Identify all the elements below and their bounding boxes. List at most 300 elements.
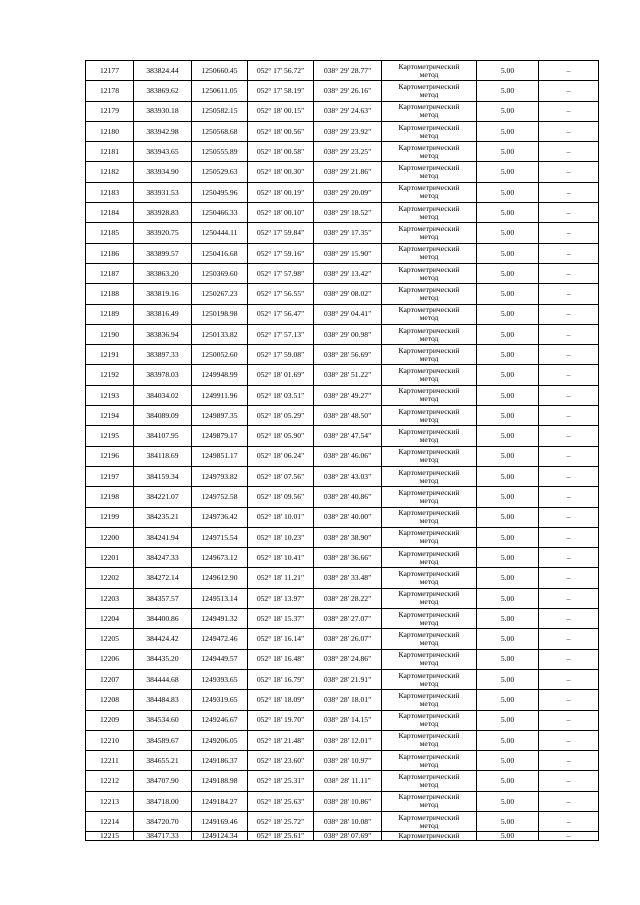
x-coordinate-cell: 384720.70 bbox=[134, 811, 192, 831]
point-number-cell: 12193 bbox=[86, 385, 134, 405]
method-cell bbox=[382, 466, 477, 486]
method-line2: метод bbox=[419, 678, 439, 688]
longitude-cell: 038° 29' 26.16" bbox=[314, 81, 382, 101]
latitude-cell: 052° 18' 11.21" bbox=[248, 568, 314, 588]
table-row bbox=[86, 162, 599, 182]
y-coordinate-cell: 1249793.82 bbox=[192, 466, 248, 486]
method-line1: Картометрический bbox=[398, 203, 460, 213]
point-number-cell: 12191 bbox=[86, 345, 134, 365]
longitude-cell: 038° 28' 07.69" bbox=[314, 832, 382, 841]
description-cell: – bbox=[539, 588, 599, 608]
method-cell bbox=[382, 568, 477, 588]
longitude-cell: 038° 28' 48.50" bbox=[314, 406, 382, 426]
method-line1: Картометрический bbox=[398, 366, 460, 376]
point-number-cell: 12205 bbox=[86, 629, 134, 649]
method-line2: метод bbox=[419, 89, 439, 99]
description-cell: – bbox=[539, 365, 599, 385]
method-line1: Картометрический bbox=[398, 284, 460, 294]
table-row bbox=[86, 507, 599, 527]
method-line2: метод bbox=[419, 536, 439, 546]
accuracy-cell: 5.00 bbox=[477, 324, 539, 344]
method-line1: Картометрический bbox=[398, 406, 460, 416]
accuracy-cell: 5.00 bbox=[477, 527, 539, 547]
method-line2: метод bbox=[419, 556, 439, 566]
table-row bbox=[86, 121, 599, 141]
description-cell: – bbox=[539, 710, 599, 730]
x-coordinate-cell: 384159.34 bbox=[134, 466, 192, 486]
y-coordinate-cell: 1249206.05 bbox=[192, 730, 248, 750]
longitude-cell: 038° 29' 21.86" bbox=[314, 162, 382, 182]
longitude-cell: 038° 28' 11.11" bbox=[314, 771, 382, 791]
x-coordinate-cell: 383920.75 bbox=[134, 223, 192, 243]
accuracy-cell: 5.00 bbox=[477, 263, 539, 283]
longitude-cell: 038° 28' 51.22" bbox=[314, 365, 382, 385]
accuracy-cell: 5.00 bbox=[477, 284, 539, 304]
table-row bbox=[86, 385, 599, 405]
description-cell: – bbox=[539, 243, 599, 263]
y-coordinate-cell: 1250267.23 bbox=[192, 284, 248, 304]
y-coordinate-cell: 1249948.99 bbox=[192, 365, 248, 385]
description-cell: – bbox=[539, 751, 599, 771]
method-line2: метод bbox=[419, 333, 439, 343]
method-cell bbox=[382, 771, 477, 791]
table-row bbox=[86, 669, 599, 689]
x-coordinate-cell: 383928.83 bbox=[134, 203, 192, 223]
y-coordinate-cell: 1250198.98 bbox=[192, 304, 248, 324]
method-cell bbox=[382, 690, 477, 710]
longitude-cell: 038° 28' 12.01" bbox=[314, 730, 382, 750]
longitude-cell: 038° 29' 15.90" bbox=[314, 243, 382, 263]
y-coordinate-cell: 1249612.90 bbox=[192, 568, 248, 588]
y-coordinate-cell: 1249879.17 bbox=[192, 426, 248, 446]
accuracy-cell: 5.00 bbox=[477, 406, 539, 426]
table-row bbox=[86, 832, 599, 841]
method-line1: Картометрический bbox=[398, 589, 460, 599]
longitude-cell: 038° 28' 43.03" bbox=[314, 466, 382, 486]
point-number-cell: 12195 bbox=[86, 426, 134, 446]
accuracy-cell: 5.00 bbox=[477, 751, 539, 771]
y-coordinate-cell: 1249186.37 bbox=[192, 751, 248, 771]
description-cell: – bbox=[539, 811, 599, 831]
description-cell: – bbox=[539, 426, 599, 446]
latitude-cell: 052° 18' 21.48" bbox=[248, 730, 314, 750]
method-cell bbox=[382, 507, 477, 527]
point-number-cell: 12181 bbox=[86, 142, 134, 162]
method-cell bbox=[382, 588, 477, 608]
longitude-cell: 038° 28' 33.48" bbox=[314, 568, 382, 588]
y-coordinate-cell: 1250466.33 bbox=[192, 203, 248, 223]
y-coordinate-cell: 1249246.67 bbox=[192, 710, 248, 730]
method-cell bbox=[382, 203, 477, 223]
method-line1: Картометрический bbox=[398, 345, 460, 355]
method-line2: метод bbox=[419, 150, 439, 160]
method-cell bbox=[382, 101, 477, 121]
latitude-cell: 052° 18' 07.56" bbox=[248, 466, 314, 486]
description-cell: – bbox=[539, 466, 599, 486]
x-coordinate-cell: 383836.94 bbox=[134, 324, 192, 344]
description-cell: – bbox=[539, 223, 599, 243]
accuracy-cell: 5.00 bbox=[477, 365, 539, 385]
point-number-cell: 12183 bbox=[86, 182, 134, 202]
latitude-cell: 052° 18' 23.60" bbox=[248, 751, 314, 771]
longitude-cell: 038° 29' 23.92" bbox=[314, 121, 382, 141]
longitude-cell: 038° 28' 49.27" bbox=[314, 385, 382, 405]
description-cell: – bbox=[539, 284, 599, 304]
accuracy-cell: 5.00 bbox=[477, 629, 539, 649]
method-cell bbox=[382, 263, 477, 283]
description-cell: – bbox=[539, 690, 599, 710]
method-line2: метод bbox=[419, 313, 439, 323]
point-number-cell: 12206 bbox=[86, 649, 134, 669]
longitude-cell: 038° 28' 28.22" bbox=[314, 588, 382, 608]
longitude-cell: 038° 28' 36.66" bbox=[314, 548, 382, 568]
point-number-cell: 12182 bbox=[86, 162, 134, 182]
table-row bbox=[86, 406, 599, 426]
description-cell: – bbox=[539, 142, 599, 162]
accuracy-cell: 5.00 bbox=[477, 304, 539, 324]
longitude-cell: 038° 28' 46.06" bbox=[314, 446, 382, 466]
description-cell: – bbox=[539, 304, 599, 324]
method-cell bbox=[382, 284, 477, 304]
method-line1: Картометрический bbox=[398, 122, 460, 132]
description-cell: – bbox=[539, 771, 599, 791]
y-coordinate-cell: 1250133.82 bbox=[192, 324, 248, 344]
method-cell bbox=[382, 81, 477, 101]
longitude-cell: 038° 28' 24.86" bbox=[314, 649, 382, 669]
x-coordinate-cell: 383899.57 bbox=[134, 243, 192, 263]
y-coordinate-cell: 1250495.96 bbox=[192, 182, 248, 202]
latitude-cell: 052° 18' 13.97" bbox=[248, 588, 314, 608]
method-cell bbox=[382, 406, 477, 426]
table-row bbox=[86, 365, 599, 385]
longitude-cell: 038° 29' 08.02" bbox=[314, 284, 382, 304]
longitude-cell: 038° 28' 38.90" bbox=[314, 527, 382, 547]
latitude-cell: 052° 18' 09.56" bbox=[248, 487, 314, 507]
point-number-cell: 12185 bbox=[86, 223, 134, 243]
accuracy-cell: 5.00 bbox=[477, 690, 539, 710]
method-line2: метод bbox=[419, 414, 439, 424]
x-coordinate-cell: 383819.16 bbox=[134, 284, 192, 304]
longitude-cell: 038° 29' 18.52" bbox=[314, 203, 382, 223]
table-row bbox=[86, 730, 599, 750]
point-number-cell: 12186 bbox=[86, 243, 134, 263]
point-number-cell: 12202 bbox=[86, 568, 134, 588]
point-number-cell: 12177 bbox=[86, 61, 134, 81]
method-cell bbox=[382, 832, 477, 841]
method-cell bbox=[382, 629, 477, 649]
y-coordinate-cell: 1250444.11 bbox=[192, 223, 248, 243]
accuracy-cell: 5.00 bbox=[477, 791, 539, 811]
method-cell bbox=[382, 446, 477, 466]
y-coordinate-cell: 1250529.63 bbox=[192, 162, 248, 182]
table-row bbox=[86, 304, 599, 324]
description-cell: – bbox=[539, 263, 599, 283]
latitude-cell: 052° 18' 25.61" bbox=[248, 832, 314, 841]
latitude-cell: 052° 18' 15.37" bbox=[248, 609, 314, 629]
point-number-cell: 12212 bbox=[86, 771, 134, 791]
table-row bbox=[86, 771, 599, 791]
latitude-cell: 052° 18' 03.51" bbox=[248, 385, 314, 405]
description-cell: – bbox=[539, 81, 599, 101]
method-line2: метод bbox=[419, 597, 439, 607]
method-line1: Картометрический bbox=[398, 467, 460, 477]
y-coordinate-cell: 1249911.96 bbox=[192, 385, 248, 405]
point-number-cell: 12178 bbox=[86, 81, 134, 101]
accuracy-cell: 5.00 bbox=[477, 730, 539, 750]
longitude-cell: 038° 29' 24.63" bbox=[314, 101, 382, 121]
accuracy-cell: 5.00 bbox=[477, 182, 539, 202]
method-line1: Картометрический bbox=[398, 690, 460, 700]
longitude-cell: 038° 28' 18.01" bbox=[314, 690, 382, 710]
description-cell: – bbox=[539, 324, 599, 344]
longitude-cell: 038° 28' 56.69" bbox=[314, 345, 382, 365]
longitude-cell: 038° 28' 40.86" bbox=[314, 487, 382, 507]
method-cell bbox=[382, 609, 477, 629]
method-line1: Картометрический bbox=[398, 386, 460, 396]
method-line2: метод bbox=[419, 110, 439, 120]
accuracy-cell: 5.00 bbox=[477, 121, 539, 141]
accuracy-cell: 5.00 bbox=[477, 446, 539, 466]
longitude-cell: 038° 28' 14.15" bbox=[314, 710, 382, 730]
description-cell: – bbox=[539, 182, 599, 202]
accuracy-cell: 5.00 bbox=[477, 568, 539, 588]
y-coordinate-cell: 1249449.57 bbox=[192, 649, 248, 669]
method-line1: Картометрический bbox=[398, 731, 460, 741]
method-cell bbox=[382, 223, 477, 243]
point-number-cell: 12197 bbox=[86, 466, 134, 486]
x-coordinate-cell: 384400.86 bbox=[134, 609, 192, 629]
y-coordinate-cell: 1249491.32 bbox=[192, 609, 248, 629]
x-coordinate-cell: 384484.83 bbox=[134, 690, 192, 710]
x-coordinate-cell: 383869.62 bbox=[134, 81, 192, 101]
method-line1: Картометрический bbox=[398, 305, 460, 315]
y-coordinate-cell: 1249188.98 bbox=[192, 771, 248, 791]
method-line1: Картометрический bbox=[398, 772, 460, 782]
method-line1: Картометрический bbox=[398, 142, 460, 152]
coordinates-table bbox=[85, 60, 599, 841]
description-cell: – bbox=[539, 649, 599, 669]
accuracy-cell: 5.00 bbox=[477, 811, 539, 831]
description-cell: – bbox=[539, 406, 599, 426]
method-cell bbox=[382, 304, 477, 324]
table-row bbox=[86, 791, 599, 811]
accuracy-cell: 5.00 bbox=[477, 487, 539, 507]
x-coordinate-cell: 384118.69 bbox=[134, 446, 192, 466]
y-coordinate-cell: 1249319.65 bbox=[192, 690, 248, 710]
x-coordinate-cell: 384107.95 bbox=[134, 426, 192, 446]
table-row bbox=[86, 487, 599, 507]
longitude-cell: 038° 28' 10.86" bbox=[314, 791, 382, 811]
description-cell: – bbox=[539, 101, 599, 121]
method-line2: метод bbox=[419, 69, 439, 79]
description-cell: – bbox=[539, 487, 599, 507]
x-coordinate-cell: 384089.09 bbox=[134, 406, 192, 426]
latitude-cell: 052° 18' 19.70" bbox=[248, 710, 314, 730]
method-line2: метод bbox=[419, 455, 439, 465]
y-coordinate-cell: 1249472.46 bbox=[192, 629, 248, 649]
method-line2: метод bbox=[419, 272, 439, 282]
description-cell: – bbox=[539, 629, 599, 649]
latitude-cell: 052° 18' 16.79" bbox=[248, 669, 314, 689]
method-line2: метод bbox=[419, 394, 439, 404]
method-line1: Картометрический bbox=[398, 629, 460, 639]
method-line2: метод bbox=[419, 658, 439, 668]
x-coordinate-cell: 384655.21 bbox=[134, 751, 192, 771]
method-line2: метод bbox=[419, 637, 439, 647]
point-number-cell: 12192 bbox=[86, 365, 134, 385]
point-number-cell: 12207 bbox=[86, 669, 134, 689]
accuracy-cell: 5.00 bbox=[477, 243, 539, 263]
method-line1: Картометрический bbox=[398, 670, 460, 680]
table-row bbox=[86, 548, 599, 568]
description-cell: – bbox=[539, 507, 599, 527]
y-coordinate-cell: 1249169.46 bbox=[192, 811, 248, 831]
method-line1: Картометрический bbox=[398, 163, 460, 173]
point-number-cell: 12203 bbox=[86, 588, 134, 608]
latitude-cell: 052° 18' 00.15" bbox=[248, 101, 314, 121]
method-line2: метод bbox=[419, 739, 439, 749]
y-coordinate-cell: 1249184.27 bbox=[192, 791, 248, 811]
table-row bbox=[86, 142, 599, 162]
latitude-cell: 052° 18' 10.41" bbox=[248, 548, 314, 568]
table-row bbox=[86, 284, 599, 304]
latitude-cell: 052° 17' 56.47" bbox=[248, 304, 314, 324]
point-number-cell: 12213 bbox=[86, 791, 134, 811]
x-coordinate-cell: 384534.60 bbox=[134, 710, 192, 730]
table-row bbox=[86, 345, 599, 365]
description-cell: – bbox=[539, 669, 599, 689]
longitude-cell: 038° 28' 21.91" bbox=[314, 669, 382, 689]
longitude-cell: 038° 29' 28.77" bbox=[314, 61, 382, 81]
longitude-cell: 038° 29' 20.09" bbox=[314, 182, 382, 202]
method-line1: Картометрический bbox=[398, 569, 460, 579]
x-coordinate-cell: 384235.21 bbox=[134, 507, 192, 527]
point-number-cell: 12198 bbox=[86, 487, 134, 507]
latitude-cell: 052° 17' 56.55" bbox=[248, 284, 314, 304]
method-cell bbox=[382, 243, 477, 263]
x-coordinate-cell: 383824.44 bbox=[134, 61, 192, 81]
x-coordinate-cell: 383943.65 bbox=[134, 142, 192, 162]
x-coordinate-cell: 383863.20 bbox=[134, 263, 192, 283]
table-row bbox=[86, 263, 599, 283]
accuracy-cell: 5.00 bbox=[477, 649, 539, 669]
table-row bbox=[86, 203, 599, 223]
method-line2: метод bbox=[419, 191, 439, 201]
x-coordinate-cell: 384444.68 bbox=[134, 669, 192, 689]
point-number-cell: 12204 bbox=[86, 609, 134, 629]
y-coordinate-cell: 1249673.12 bbox=[192, 548, 248, 568]
longitude-cell: 038° 28' 10.97" bbox=[314, 751, 382, 771]
method-cell bbox=[382, 365, 477, 385]
x-coordinate-cell: 384357.57 bbox=[134, 588, 192, 608]
method-cell bbox=[382, 487, 477, 507]
table-row bbox=[86, 446, 599, 466]
method-line1: Картометрический bbox=[398, 609, 460, 619]
point-number-cell: 12180 bbox=[86, 121, 134, 141]
table-row bbox=[86, 61, 599, 81]
accuracy-cell: 5.00 bbox=[477, 588, 539, 608]
method-line1: Картометрический bbox=[398, 487, 460, 497]
method-line2: метод bbox=[419, 698, 439, 708]
method-line2: метод bbox=[419, 292, 439, 302]
latitude-cell: 052° 18' 10.01" bbox=[248, 507, 314, 527]
method-line1: Картометрический bbox=[398, 447, 460, 457]
y-coordinate-cell: 1250660.45 bbox=[192, 61, 248, 81]
latitude-cell: 052° 18' 25.63" bbox=[248, 791, 314, 811]
method-line1: Картометрический bbox=[398, 264, 460, 274]
method-cell bbox=[382, 811, 477, 831]
y-coordinate-cell: 1250611.05 bbox=[192, 81, 248, 101]
longitude-cell: 038° 29' 13.42" bbox=[314, 263, 382, 283]
point-number-cell: 12184 bbox=[86, 203, 134, 223]
latitude-cell: 052° 17' 56.72" bbox=[248, 61, 314, 81]
accuracy-cell: 5.00 bbox=[477, 548, 539, 568]
method-cell bbox=[382, 548, 477, 568]
latitude-cell: 052° 17' 58.19" bbox=[248, 81, 314, 101]
method-cell bbox=[382, 385, 477, 405]
x-coordinate-cell: 384272.14 bbox=[134, 568, 192, 588]
latitude-cell: 052° 18' 00.56" bbox=[248, 121, 314, 141]
point-number-cell: 12188 bbox=[86, 284, 134, 304]
y-coordinate-cell: 1249736.42 bbox=[192, 507, 248, 527]
accuracy-cell: 5.00 bbox=[477, 223, 539, 243]
method-cell bbox=[382, 751, 477, 771]
description-cell: – bbox=[539, 162, 599, 182]
table-row bbox=[86, 690, 599, 710]
x-coordinate-cell: 384221.07 bbox=[134, 487, 192, 507]
latitude-cell: 052° 18' 00.58" bbox=[248, 142, 314, 162]
y-coordinate-cell: 1249513.14 bbox=[192, 588, 248, 608]
description-cell: – bbox=[539, 61, 599, 81]
x-coordinate-cell: 384247.33 bbox=[134, 548, 192, 568]
method-line1: Картометрический bbox=[398, 426, 460, 436]
y-coordinate-cell: 1249124.34 bbox=[192, 832, 248, 841]
x-coordinate-cell: 384424.42 bbox=[134, 629, 192, 649]
method-line1: Картометрический bbox=[398, 183, 460, 193]
accuracy-cell: 5.00 bbox=[477, 466, 539, 486]
method-line2: метод bbox=[419, 130, 439, 140]
method-line1: Картометрический bbox=[398, 102, 460, 112]
table-row bbox=[86, 426, 599, 446]
description-cell: – bbox=[539, 568, 599, 588]
x-coordinate-cell: 383897.33 bbox=[134, 345, 192, 365]
description-cell: – bbox=[539, 609, 599, 629]
accuracy-cell: 5.00 bbox=[477, 385, 539, 405]
method-cell bbox=[382, 669, 477, 689]
x-coordinate-cell: 383942.98 bbox=[134, 121, 192, 141]
latitude-cell: 052° 17' 59.16" bbox=[248, 243, 314, 263]
description-cell: – bbox=[539, 791, 599, 811]
method-cell bbox=[382, 710, 477, 730]
table-row bbox=[86, 649, 599, 669]
latitude-cell: 052° 17' 59.08" bbox=[248, 345, 314, 365]
y-coordinate-cell: 1249897.35 bbox=[192, 406, 248, 426]
y-coordinate-cell: 1250568.68 bbox=[192, 121, 248, 141]
point-number-cell: 12190 bbox=[86, 324, 134, 344]
method-cell bbox=[382, 142, 477, 162]
method-line1: Картометрический bbox=[398, 528, 460, 538]
latitude-cell: 052° 18' 18.09" bbox=[248, 690, 314, 710]
method-line2: метод bbox=[419, 577, 439, 587]
latitude-cell: 052° 18' 00.30" bbox=[248, 162, 314, 182]
y-coordinate-cell: 1249715.54 bbox=[192, 527, 248, 547]
method-line1: Картометрический bbox=[398, 508, 460, 518]
method-cell bbox=[382, 649, 477, 669]
latitude-cell: 052° 17' 57.98" bbox=[248, 263, 314, 283]
method-line1: Картометрический bbox=[398, 831, 460, 841]
longitude-cell: 038° 28' 10.08" bbox=[314, 811, 382, 831]
table-row bbox=[86, 588, 599, 608]
